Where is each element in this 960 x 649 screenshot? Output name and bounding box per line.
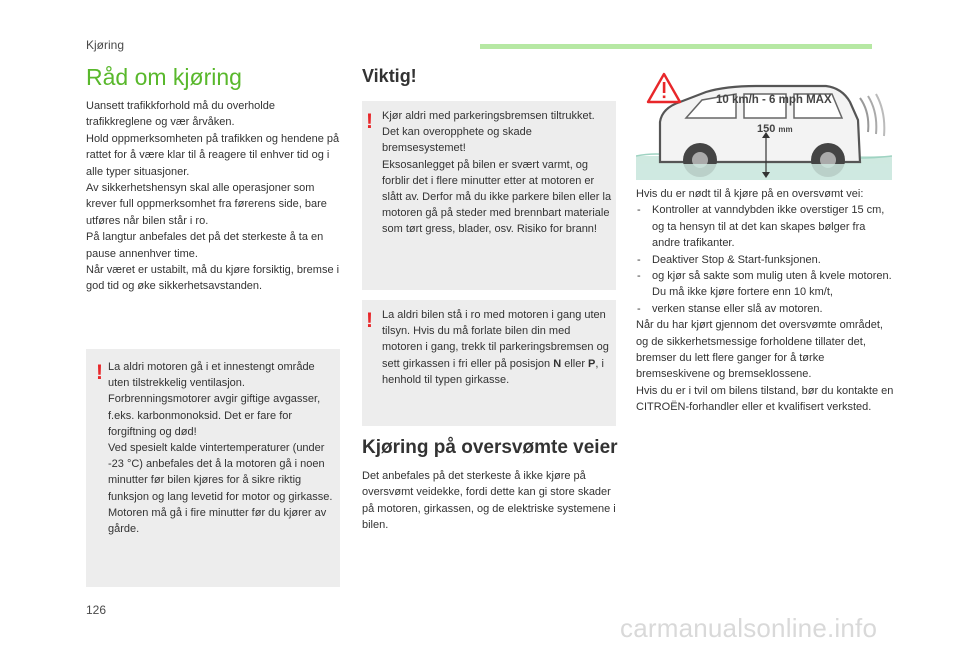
list-item: - verken stanse eller slå av motoren. [637,302,823,315]
page-title: Råd om kjøring [86,64,242,90]
exclamation-icon: ! [366,110,373,133]
text-segment: eller [561,357,589,370]
paragraph: Kjør aldri med parkeringsbremsen tiltrukket. Det kan overopphete og skade bremsesystemet! [382,110,595,155]
warning-box-ventilation [86,349,340,587]
depth-label [757,123,793,135]
paragraph: Ved spesielt kalde vintertemperaturer (under -23 °C) anbefales det å la motoren gå i noen minutter før bilen kjøres for å sikre riktig funksjon og lang levetid for motor og girkasse. Motoren må gå i fire minutter før du kjører av gårde. [108,442,333,536]
exclamation-icon: ! [366,309,373,332]
warning-box-parking-brake [362,101,616,290]
paragraph: Eksosanlegget på bilen er svært varmt, og forblir det i flere minutter etter at motoren er slått av. Derfor må du ikke parkere bilen eller la motoren gå på steder med brennbart materiale som tørt gress, blader, osv. Risiko for brann! [382,158,612,236]
gear-n: N [553,357,562,370]
list-item: - Kontroller at vanndybden ikke overstiger 15 cm, og ta hensyn til at det kan skapes bølger fra andre trafikanter. [637,204,885,250]
section-label: Kjøring [86,38,125,52]
paragraph: Av sikkerhetshensyn skal alle operasjoner som krever full oppmerksomhet fra førerens side, bare utføres når bilen står i ro. [86,182,327,227]
text-segment: , i henhold til typen girkasse. [382,357,604,386]
intro-text [86,98,344,295]
paragraph: Uansett trafikkforhold må du overholde trafikkreglene og vær årvåken. [86,100,275,129]
paragraph: La aldri motoren gå i et innestengt område uten tilstrekkelig ventilasjon. Forbrenningsmotorer avgir giftige avgasser, f.eks. karbonmonoksid. Det er fare for forgiftning og død! [108,361,321,438]
depth-unit: mm [778,125,793,134]
paragraph: Hold oppmerksomheten på trafikken og hendene på rattet for å være klar til å reagere til enhver tid og i alle typer situasjoner. [86,132,340,178]
paragraph: På langtur anbefales det på det sterkeste å ta en pause annenhver time. [86,231,324,260]
warning-triangle-icon [648,74,680,102]
header-accent-bar [480,44,872,49]
text-segment: La aldri bilen stå i ro med motoren i gang uten tilsyn. Hvis du må forlate bilen din med motoren i gang, trekk til parkeringsbremsen og sett girkassen i fri eller på posisjon [382,309,609,370]
flood-illustration [636,72,892,180]
paragraph: Når du har kjørt gjennom det oversvømte området, og de sikkerhetsmessige forholdene tillater det, bremser du lett flere ganger for å tørke bremseskivene og bremseklossene. [636,319,883,381]
depth-value: 150 [757,123,776,135]
warning-text [108,359,333,537]
warning-text [382,307,612,388]
gear-p: P [588,357,596,370]
heading-flooded-roads: Kjøring på oversvømte veier [362,437,618,458]
watermark: carmanualsonline.info [620,613,878,643]
instructions-intro: Hvis du er nødt til å kjøre på en oversvømt vei: [636,188,864,200]
warning-box-idle-engine [362,300,616,426]
warning-text [382,108,612,238]
heading-important: Viktig! [362,66,417,86]
page-number: 126 [86,603,107,617]
paragraph: Hvis du er i tvil om bilens tilstand, bør du kontakte en CITROËN-forhandler eller et kvalifisert verksted. [636,384,894,414]
list-item: - og kjør så sakte som mulig uten å kvele motoren. Du må ikke kjøre fortere enn 10 km/t, [637,270,892,299]
instruction-list [636,202,894,317]
flood-instructions [636,186,894,416]
list-item: - Deaktiver Stop & Start-funksjonen. [637,253,821,266]
exclamation-icon: ! [96,361,103,384]
paragraph: Når været er ustabilt, må du kjøre forsiktig, bremse i god tid og øke sikkerhetsavstanden. [86,264,340,293]
speed-limit-label: 10 km/h - 6 mph MAX [716,94,832,106]
flood-text: Det anbefales på det sterkeste å ikke kjøre på oversvømt veidekke, fordi dette kan gi store skader på motoren, girkassen, og de elektriske systemene i bilen. [362,470,616,532]
